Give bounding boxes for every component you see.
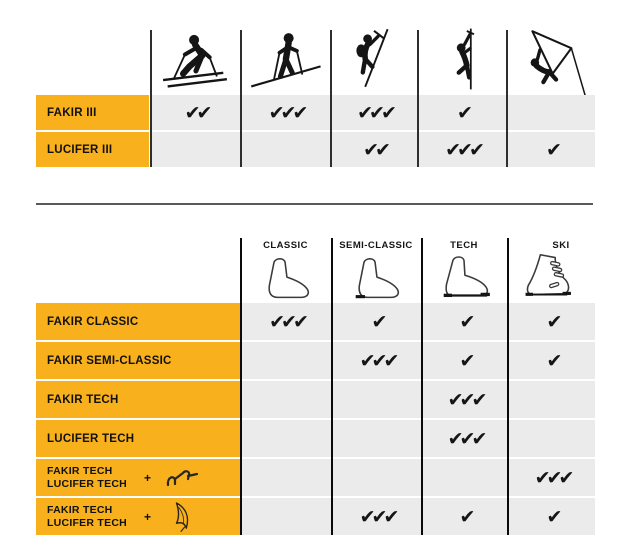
column-header: CLASSIC bbox=[263, 240, 308, 251]
semi-classic-boot-icon bbox=[348, 254, 404, 302]
row-label-text: FAKIR SEMI-CLASSIC bbox=[47, 354, 172, 367]
rating-checks: ✔ bbox=[546, 138, 558, 161]
rating-checks: ✔ bbox=[546, 349, 559, 372]
rating-checks: ✔ bbox=[459, 505, 472, 528]
rating-checks: ✔ bbox=[371, 310, 384, 333]
ski-touring-icon bbox=[241, 29, 329, 91]
rating-cell bbox=[417, 95, 506, 130]
rating-checks: ✔ bbox=[546, 310, 559, 333]
rating-cell bbox=[421, 303, 507, 340]
column-divider-line bbox=[421, 238, 423, 535]
column-divider-line bbox=[240, 30, 242, 167]
rating-checks: ✔✔✔ bbox=[447, 427, 484, 450]
rating-cell bbox=[240, 459, 331, 496]
plus-sign: + bbox=[144, 509, 152, 524]
rating-checks: ✔✔✔ bbox=[534, 466, 571, 489]
row-label-text: FAKIR III bbox=[47, 106, 97, 119]
accessory-icon-cell bbox=[166, 499, 194, 535]
row-label-text: FAKIR TECH bbox=[47, 393, 119, 406]
row-label-line: LUCIFER TECH bbox=[47, 516, 127, 529]
accessory-icon-cell bbox=[166, 467, 200, 489]
activity-icon-cell bbox=[434, 27, 490, 91]
rating-checks: ✔✔✔ bbox=[359, 505, 396, 528]
column-divider-line bbox=[330, 30, 332, 167]
row-label bbox=[36, 132, 149, 167]
ski-descent-icon bbox=[151, 29, 239, 91]
row-label bbox=[36, 95, 149, 130]
column-divider-line bbox=[507, 238, 509, 535]
column-divider-line bbox=[506, 30, 508, 167]
rating-cell bbox=[421, 420, 507, 457]
table-row bbox=[0, 342, 630, 379]
row-label bbox=[36, 498, 240, 535]
boot-icon-cell bbox=[348, 254, 404, 302]
table-row bbox=[0, 95, 630, 130]
rating-checks: ✔ bbox=[459, 310, 472, 333]
boot-icon-cell bbox=[258, 254, 314, 302]
boot-icon-cell bbox=[516, 252, 574, 302]
rating-cell bbox=[331, 303, 421, 340]
row-label-text bbox=[47, 504, 127, 529]
row-label bbox=[36, 459, 240, 496]
column-header: TECH bbox=[450, 240, 478, 251]
rating-checks: ✔✔✔ bbox=[447, 388, 484, 411]
alpinism-icon bbox=[342, 25, 406, 91]
row-label-line: FAKIR TECH bbox=[47, 465, 113, 477]
column-divider-line bbox=[150, 30, 152, 167]
rating-checks: ✔ bbox=[457, 101, 469, 124]
table-row bbox=[0, 498, 630, 535]
rating-checks: ✔✔✔ bbox=[359, 349, 396, 372]
row-label bbox=[36, 381, 240, 418]
activity-icon-cell bbox=[241, 29, 329, 91]
classic-boot-icon bbox=[258, 254, 314, 302]
rating-cell bbox=[421, 342, 507, 379]
plus-sign: + bbox=[144, 470, 152, 485]
toe-harness-icon bbox=[166, 499, 194, 535]
activity-icon-cell bbox=[342, 25, 406, 91]
rating-checks: ✔✔ bbox=[184, 101, 209, 124]
rating-cell bbox=[330, 132, 417, 167]
rating-cell bbox=[331, 381, 421, 418]
rating-cell bbox=[421, 498, 507, 535]
column-header: SKI bbox=[552, 240, 570, 251]
row-label-text bbox=[47, 465, 127, 490]
table-row bbox=[0, 459, 630, 496]
rating-checks: ✔✔✔ bbox=[445, 138, 481, 161]
rating-cell bbox=[507, 420, 595, 457]
rating-cell bbox=[150, 95, 240, 130]
rating-cell bbox=[331, 459, 421, 496]
table-row bbox=[0, 420, 630, 457]
row-label bbox=[36, 303, 240, 340]
table-row bbox=[0, 132, 630, 167]
rating-cell bbox=[150, 132, 240, 167]
row-label-text: FAKIR CLASSIC bbox=[47, 315, 139, 328]
column-divider-line bbox=[417, 30, 419, 167]
rating-checks: ✔✔✔ bbox=[269, 310, 305, 333]
rating-cell bbox=[330, 95, 417, 130]
rating-cell bbox=[506, 132, 595, 167]
rating-cell bbox=[240, 303, 331, 340]
rating-checks: ✔ bbox=[459, 349, 472, 372]
rating-checks: ✔ bbox=[546, 505, 559, 528]
tech-boot-icon bbox=[436, 254, 492, 302]
rating-cell bbox=[507, 303, 595, 340]
rating-cell bbox=[507, 498, 595, 535]
rating-cell bbox=[331, 420, 421, 457]
rating-cell bbox=[240, 95, 330, 130]
heel-lever-icon bbox=[166, 467, 200, 489]
row-label-line: LUCIFER TECH bbox=[47, 477, 127, 490]
row-label bbox=[36, 342, 240, 379]
table-row bbox=[0, 303, 630, 340]
rating-cell bbox=[240, 498, 331, 535]
activity-icon-cell bbox=[512, 27, 590, 105]
rating-cell bbox=[331, 498, 421, 535]
column-header: SEMI-CLASSIC bbox=[339, 240, 413, 251]
boot-icon-cell bbox=[436, 254, 492, 302]
rating-cell bbox=[240, 420, 331, 457]
rating-cell bbox=[506, 95, 595, 130]
ski-boot-icon bbox=[516, 252, 574, 302]
rating-checks: ✔✔ bbox=[363, 138, 387, 161]
rating-cell bbox=[331, 342, 421, 379]
rating-cell bbox=[507, 342, 595, 379]
rating-cell bbox=[417, 132, 506, 167]
column-divider-line bbox=[240, 238, 242, 535]
row-label-line: FAKIR TECH bbox=[47, 504, 113, 516]
rating-checks: ✔✔✔ bbox=[268, 101, 305, 124]
rating-cell bbox=[421, 381, 507, 418]
activity-icon-cell bbox=[151, 29, 239, 91]
ice-climbing-icon bbox=[434, 27, 490, 91]
column-divider-line bbox=[331, 238, 333, 535]
overhang-icon bbox=[512, 27, 590, 105]
rating-cell bbox=[240, 342, 331, 379]
rating-cell bbox=[421, 459, 507, 496]
rating-cell bbox=[507, 459, 595, 496]
rating-checks: ✔✔✔ bbox=[357, 101, 393, 124]
row-label bbox=[36, 420, 240, 457]
rating-cell bbox=[240, 381, 331, 418]
row-label-text: LUCIFER TECH bbox=[47, 432, 135, 445]
rating-cell bbox=[240, 132, 330, 167]
table-row bbox=[0, 381, 630, 418]
rating-cell bbox=[507, 381, 595, 418]
section-divider bbox=[36, 203, 593, 205]
row-label-text: LUCIFER III bbox=[47, 143, 113, 156]
